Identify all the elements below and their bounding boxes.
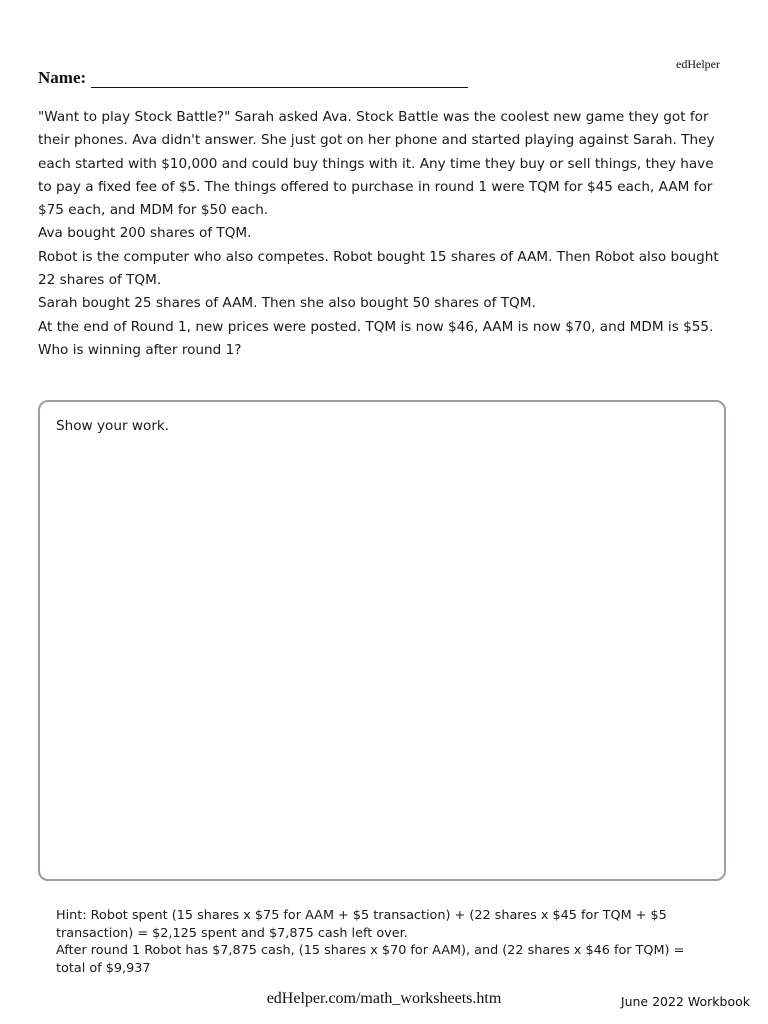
name-label: Name: bbox=[38, 68, 87, 87]
story-text bbox=[38, 106, 728, 362]
story-paragraph: Robot is the computer who also competes. Robot bought 15 shares of AAM. Then Robot also bought 22 shares of TQM. bbox=[38, 248, 719, 289]
footer-workbook-label: June 2022 Workbook bbox=[620, 994, 750, 1009]
story-paragraph: Sarah bought 25 shares of AAM. Then she also bought 50 shares of TQM. bbox=[38, 295, 536, 312]
hint-line: Hint: Robot spent (15 shares x $75 for AAM + $5 transaction) + (22 shares x $45 for TQM + $5 transaction) = $2,125 spent and $7,875 cash left over. bbox=[56, 908, 667, 941]
story-paragraph: "Want to play Stock Battle?" Sarah asked Ava. Stock Battle was the coolest new game they got for their phones. Ava didn't answer. She just got on her phone and started playing against Sarah. They each started with $10,000 and could buy things with it. Any time they buy or sell things, they have to pay a fixed fee of $5. The things offered to purchase in round 1 were TQM for $45 each, AAM for $75 each, and MDM for $50 each. bbox=[38, 109, 715, 219]
story-paragraph: Ava bought 200 shares of TQM. bbox=[38, 225, 252, 242]
work-area-box bbox=[38, 400, 726, 881]
hint-line: After round 1 Robot has $7,875 cash, (15 shares x $70 for AAM), and (22 shares x $46 for TQM) = total of $9,937 bbox=[56, 943, 685, 976]
work-prompt: Show your work. bbox=[56, 418, 170, 434]
name-blank-line bbox=[91, 69, 468, 88]
brand-label: edHelper bbox=[676, 57, 720, 71]
name-field-row bbox=[38, 68, 468, 88]
footer-url: edHelper.com/math_worksheets.htm bbox=[266, 990, 502, 1007]
hint-text bbox=[56, 907, 716, 977]
story-paragraph: At the end of Round 1, new prices were posted. TQM is now $46, AAM is now $70, and MDM is $55. Who is winning after round 1? bbox=[38, 318, 714, 358]
